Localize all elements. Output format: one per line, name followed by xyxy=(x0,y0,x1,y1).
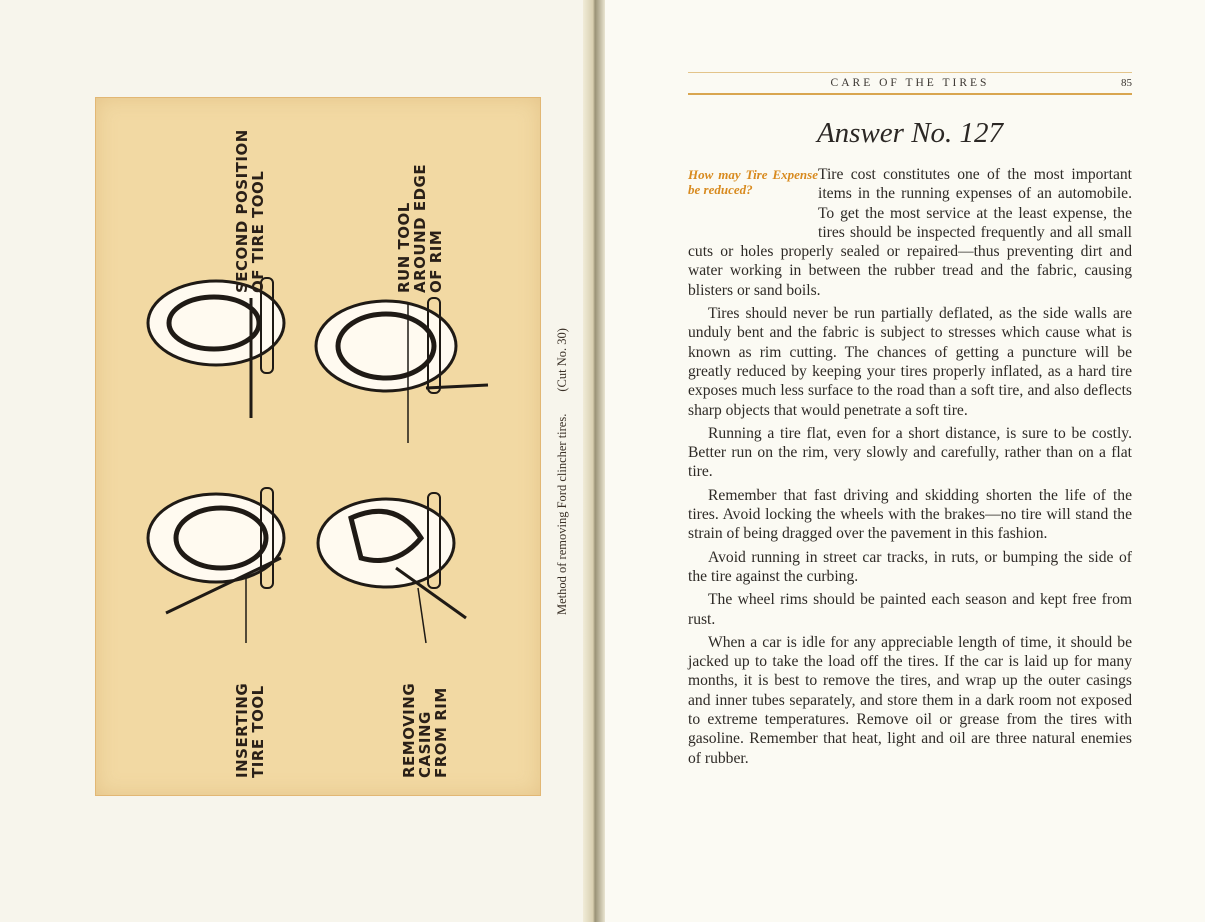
label-inserting-tire-tool: INSERTING TIRE TOOL xyxy=(233,682,267,778)
caption-text: Method of removing Ford clincher tires. xyxy=(555,413,569,615)
tire-illustration-plate xyxy=(95,97,541,796)
answer-body xyxy=(688,165,1132,772)
page-number: 85 xyxy=(1121,77,1132,89)
tire-drawing-removing xyxy=(318,493,466,618)
paragraph: When a car is idle for any appreciable length of time, it should be jacked up to take the load off the tires. If the car is laid up for many months, it is best to remove the tires, and wrap up the outer casings and inner tubes separately, and store them in a dark room not exposed to extreme temperatures. Remove oil or grease from the tires with gasoline. Remember that heat, light and oil are three natural enemies of rubber. xyxy=(688,633,1132,767)
running-header xyxy=(688,72,1132,95)
figure-caption xyxy=(555,328,570,615)
paragraph: Avoid running in street car tracks, in ruts, or bumping the side of the tire against the curbing. xyxy=(688,548,1132,585)
label-removing-casing: REMOVING CASING FROM RIM xyxy=(400,682,450,778)
answer-headline: Answer No. 127 xyxy=(816,117,1004,149)
running-head-title: CARE OF THE TIRES xyxy=(830,77,990,89)
label-second-position: SECOND POSITION OF TIRE TOOL xyxy=(233,129,267,293)
paragraph: Remember that fast driving and skidding shorten the life of the tires. Avoid locking the wheels with the brakes—no tire will stand the strain of being dragged over the pavement in this fashion. xyxy=(688,486,1132,543)
tire-drawing-run-tool xyxy=(316,298,488,393)
paragraph: Tires should never be run partially deflated, as the side walls are unduly bent and the fabric is subject to stresses which cause what is known as rim cutting. The chances of getting a puncture will be greatly reduced by keeping your tires properly inflated, as a hard tire exposes much less surface to the road than a soft tire, and also deflects sharp objects that would penetrate a soft tire. xyxy=(688,305,1132,419)
cut-number: (Cut No. 30) xyxy=(555,328,569,392)
paragraph: Running a tire flat, even for a short distance, is sure to be costly. Better run on the rim, very slowly and carefully, rather than on a flat tire. xyxy=(688,424,1132,481)
tire-drawing-inserting xyxy=(148,488,284,613)
book-gutter xyxy=(583,0,605,922)
tire-illustrations xyxy=(96,98,540,795)
side-question: How may Tire Expense be reduced? xyxy=(688,167,818,197)
paragraph: Tire cost constitutes one of the most important items in the running expenses of an automobile. To get the most service at the least expense, the tires should be inspected frequently and all small cuts or holes properly sealed or repaired—thus preventing dirt and water working in between the rubber tread and the fabric, causing blisters or sand boils. xyxy=(688,166,1132,299)
label-run-tool: RUN TOOL AROUND EDGE OF RIM xyxy=(395,163,445,293)
paragraph: The wheel rims should be painted each season and kept free from rust. xyxy=(688,591,1132,628)
tire-drawing-second-position xyxy=(148,278,284,418)
